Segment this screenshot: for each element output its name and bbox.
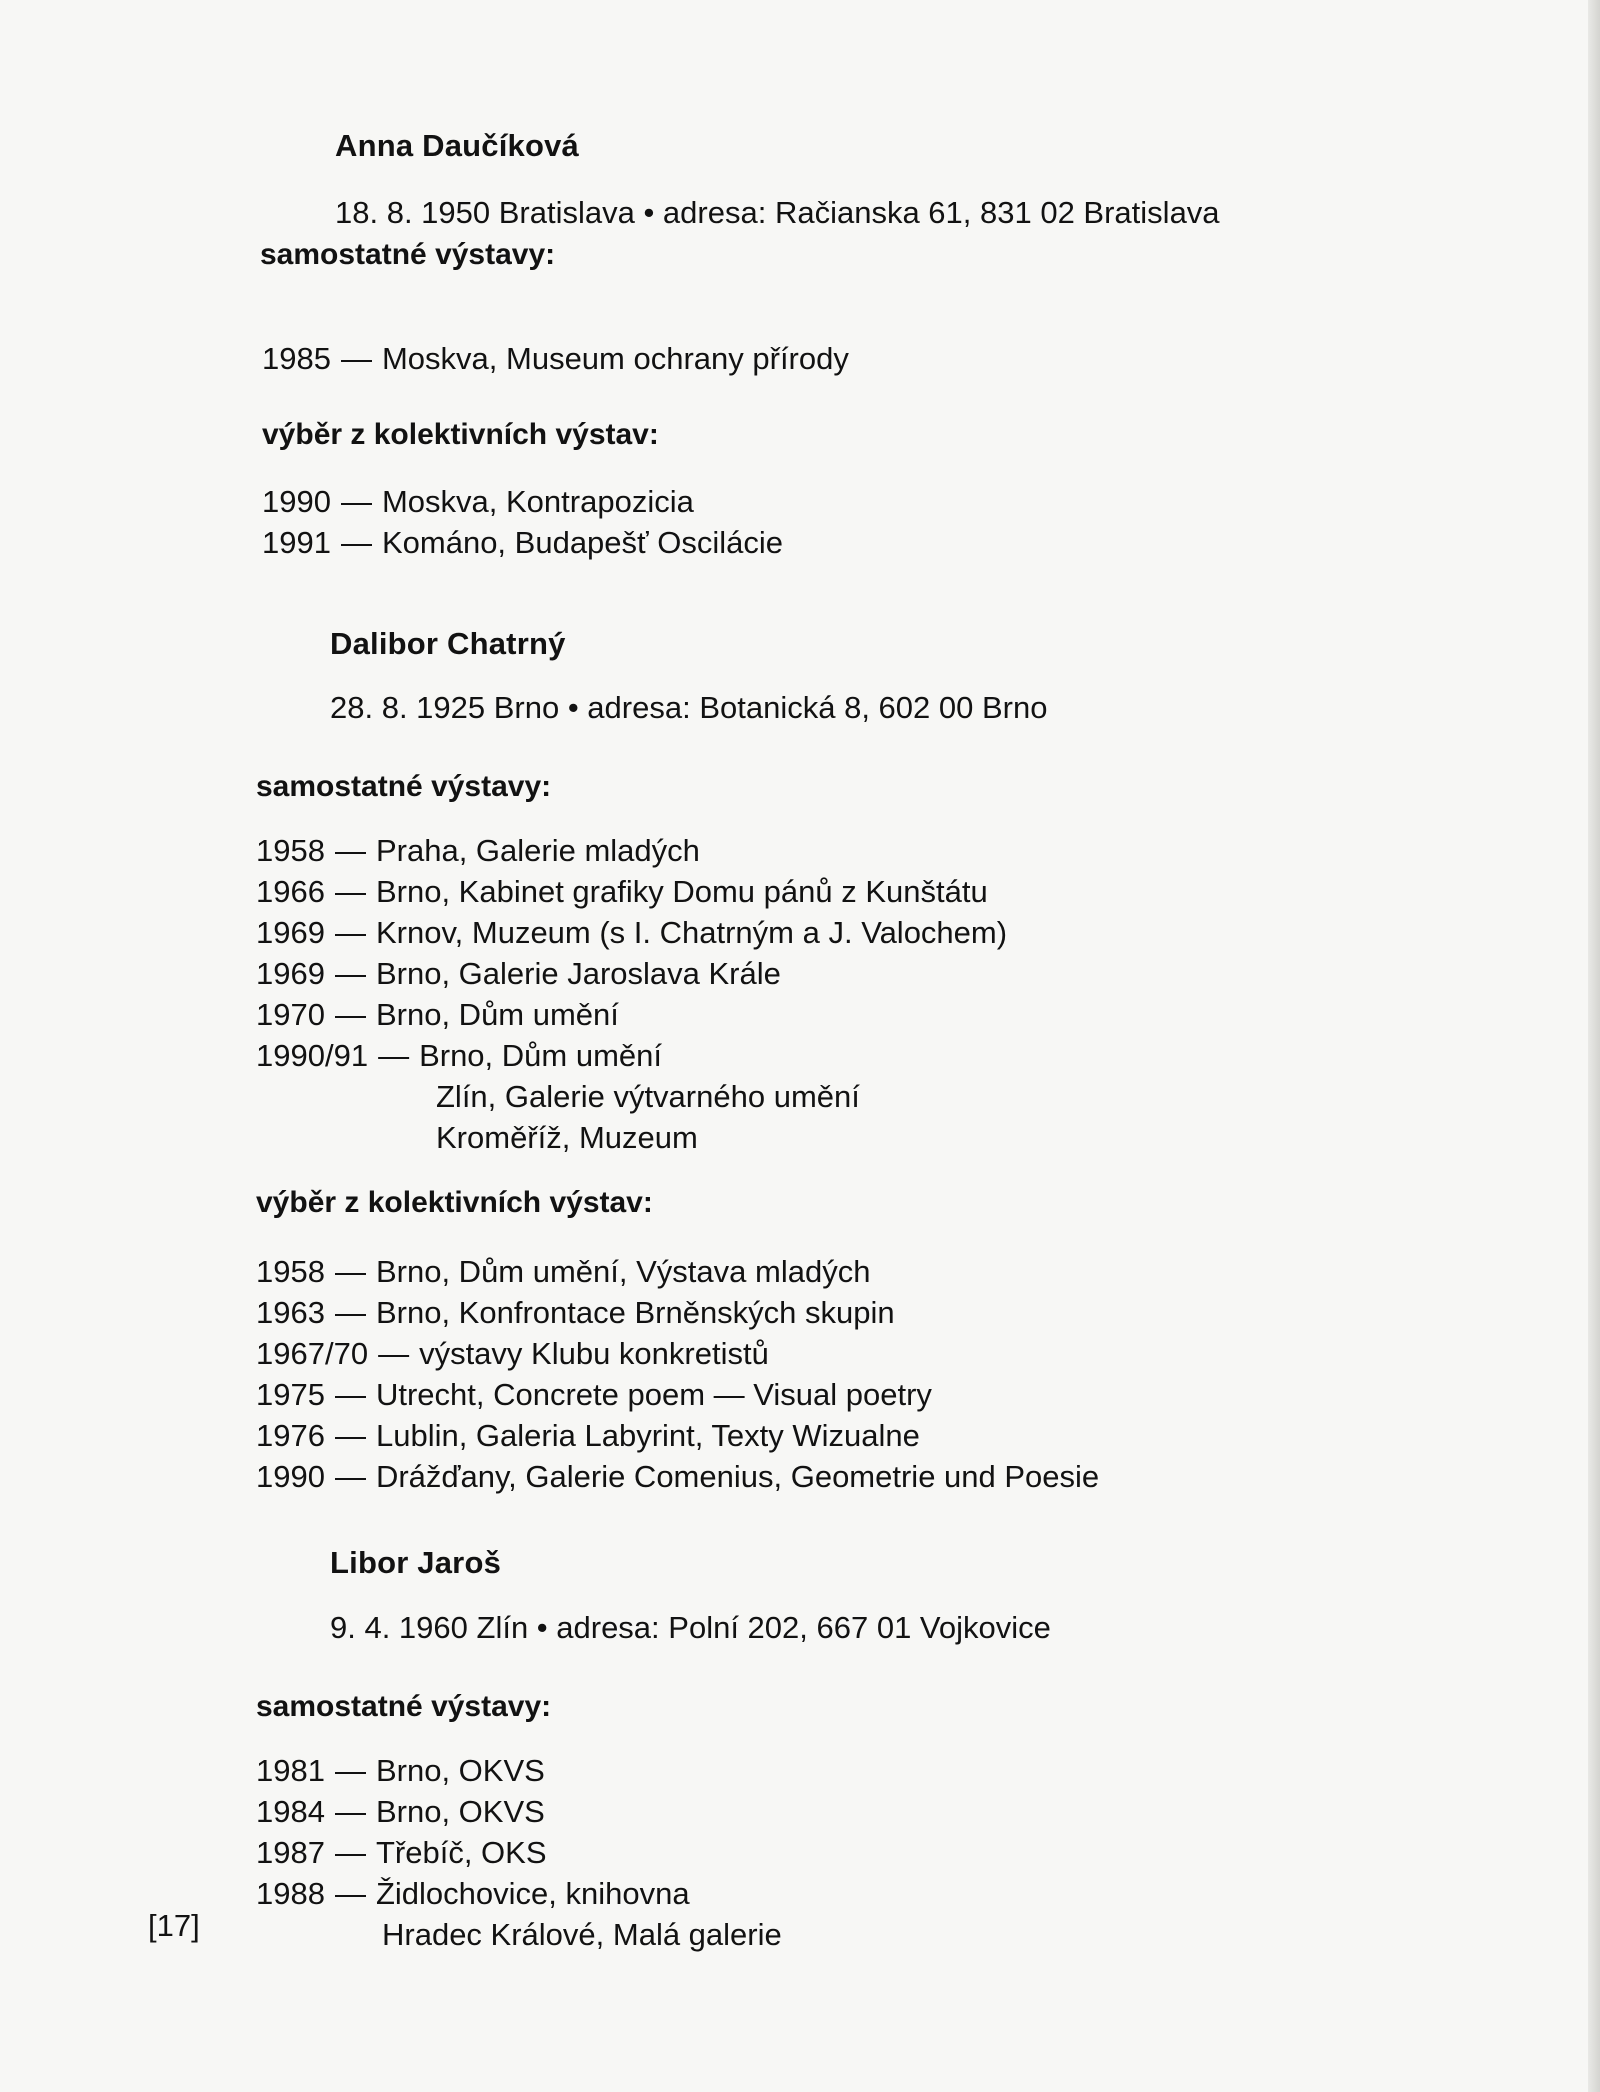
entry-text: Utrecht, Concrete poem — Visual poetry xyxy=(375,1377,932,1412)
entry-text: Brno, Dům umění xyxy=(375,997,619,1032)
entry-year: 1990 xyxy=(262,484,331,519)
entry-dash: — xyxy=(334,1835,366,1870)
entry-dash: — xyxy=(340,484,372,519)
exhibition-entry xyxy=(256,1791,545,1832)
solo-heading: samostatné výstavy: xyxy=(256,770,552,803)
entry-dash: — xyxy=(334,956,366,991)
entry-text: Brno, Galerie Jaroslava Krále xyxy=(375,956,781,991)
exhibition-entry xyxy=(256,830,700,871)
entry-dash: — xyxy=(334,1794,366,1829)
exhibition-entry xyxy=(262,522,783,563)
exhibition-entry xyxy=(262,481,694,522)
exhibition-entry xyxy=(256,871,988,912)
exhibition-entry xyxy=(256,994,619,1035)
page-edge xyxy=(1588,0,1600,2092)
entry-dash: — xyxy=(334,1876,366,1911)
entry-year: 1984 xyxy=(256,1794,325,1829)
exhibition-entry xyxy=(256,1832,547,1873)
entry-text: Brno, Konfrontace Brněnských skupin xyxy=(375,1295,895,1330)
group-heading: výběr z kolektivních výstav: xyxy=(256,1186,653,1219)
entry-text: výstavy Klubu konkretistů xyxy=(419,1336,769,1371)
exhibition-entry xyxy=(256,1456,1099,1497)
artist-name: Anna Daučíková xyxy=(335,128,579,163)
entry-year: 1976 xyxy=(256,1418,325,1453)
exhibition-entry xyxy=(256,1750,545,1791)
exhibition-entry xyxy=(256,1333,769,1374)
page-number: [17] xyxy=(148,1908,200,1943)
artist-name: Libor Jaroš xyxy=(330,1545,502,1580)
entry-text: Brno, OKVS xyxy=(375,1794,545,1829)
solo-heading: samostatné výstavy: xyxy=(260,238,556,271)
entry-year: 1969 xyxy=(256,915,325,950)
entry-dash: — xyxy=(334,915,366,950)
entry-text: Drážďany, Galerie Comenius, Geometrie und Poesie xyxy=(375,1459,1100,1494)
entry-continuation: Kroměříž, Muzeum xyxy=(436,1120,698,1155)
entry-text: Lublin, Galeria Labyrint, Texty Wizualne xyxy=(375,1418,920,1453)
entry-year: 1985 xyxy=(262,341,331,376)
entry-dash: — xyxy=(378,1038,410,1073)
entry-text: Moskva, Kontrapozicia xyxy=(381,484,694,519)
entry-year: 1958 xyxy=(256,833,325,868)
entry-year: 1988 xyxy=(256,1876,325,1911)
entry-year: 1975 xyxy=(256,1377,325,1412)
exhibition-entry xyxy=(256,953,781,994)
entry-year: 1990/91 xyxy=(256,1038,369,1073)
artist-details: 9. 4. 1960 Zlín • adresa: Polní 202, 667 01 Vojkovice xyxy=(330,1610,1051,1645)
entry-year: 1967/70 xyxy=(256,1336,369,1371)
entry-year: 1981 xyxy=(256,1753,325,1788)
entry-dash: — xyxy=(378,1336,410,1371)
entry-continuation: Hradec Králové, Malá galerie xyxy=(382,1917,782,1952)
entry-text: Třebíč, OKS xyxy=(375,1835,547,1870)
exhibition-entry xyxy=(256,1292,895,1333)
entry-year: 1987 xyxy=(256,1835,325,1870)
entry-dash: — xyxy=(340,341,372,376)
entry-text: Krnov, Muzeum (s I. Chatrným a J. Valochem) xyxy=(375,915,1008,950)
exhibition-entry xyxy=(256,1415,920,1456)
entry-dash: — xyxy=(340,525,372,560)
entry-text: Brno, Kabinet grafiky Domu pánů z Kunštátu xyxy=(375,874,988,909)
entry-text: Brno, OKVS xyxy=(375,1753,545,1788)
exhibition-entry xyxy=(262,338,849,379)
exhibition-entry xyxy=(256,912,1007,953)
entry-dash: — xyxy=(334,1418,366,1453)
artist-details: 18. 8. 1950 Bratislava • adresa: Račianska 61, 831 02 Bratislava xyxy=(335,195,1220,230)
entry-year: 1990 xyxy=(256,1459,325,1494)
entry-text: Brno, Dům umění, Výstava mladých xyxy=(375,1254,871,1289)
entry-dash: — xyxy=(334,1295,366,1330)
entry-text: Židlochovice, knihovna xyxy=(375,1876,690,1911)
artist-name: Dalibor Chatrný xyxy=(330,626,566,661)
entry-text: Praha, Galerie mladých xyxy=(375,833,700,868)
entry-dash: — xyxy=(334,833,366,868)
entry-year: 1963 xyxy=(256,1295,325,1330)
entry-year: 1958 xyxy=(256,1254,325,1289)
entry-year: 1970 xyxy=(256,997,325,1032)
solo-heading: samostatné výstavy: xyxy=(256,1690,552,1723)
entry-dash: — xyxy=(334,1254,366,1289)
group-heading: výběr z kolektivních výstav: xyxy=(262,418,659,451)
exhibition-entry xyxy=(256,1035,662,1076)
entry-text: Brno, Dům umění xyxy=(419,1038,662,1073)
exhibition-entry xyxy=(256,1251,870,1292)
entry-dash: — xyxy=(334,1459,366,1494)
entry-dash: — xyxy=(334,997,366,1032)
entry-dash: — xyxy=(334,1377,366,1412)
entry-year: 1991 xyxy=(262,525,331,560)
exhibition-entry xyxy=(256,1873,690,1914)
entry-year: 1966 xyxy=(256,874,325,909)
entry-dash: — xyxy=(334,1753,366,1788)
entry-continuation: Zlín, Galerie výtvarného umění xyxy=(436,1079,860,1114)
entry-text: Moskva, Museum ochrany přírody xyxy=(381,341,849,376)
exhibition-entry xyxy=(256,1374,932,1415)
entry-year: 1969 xyxy=(256,956,325,991)
entry-text: Kománo, Budapešť Oscilácie xyxy=(381,525,784,560)
entry-dash: — xyxy=(334,874,366,909)
artist-details: 28. 8. 1925 Brno • adresa: Botanická 8, 602 00 Brno xyxy=(330,690,1048,725)
